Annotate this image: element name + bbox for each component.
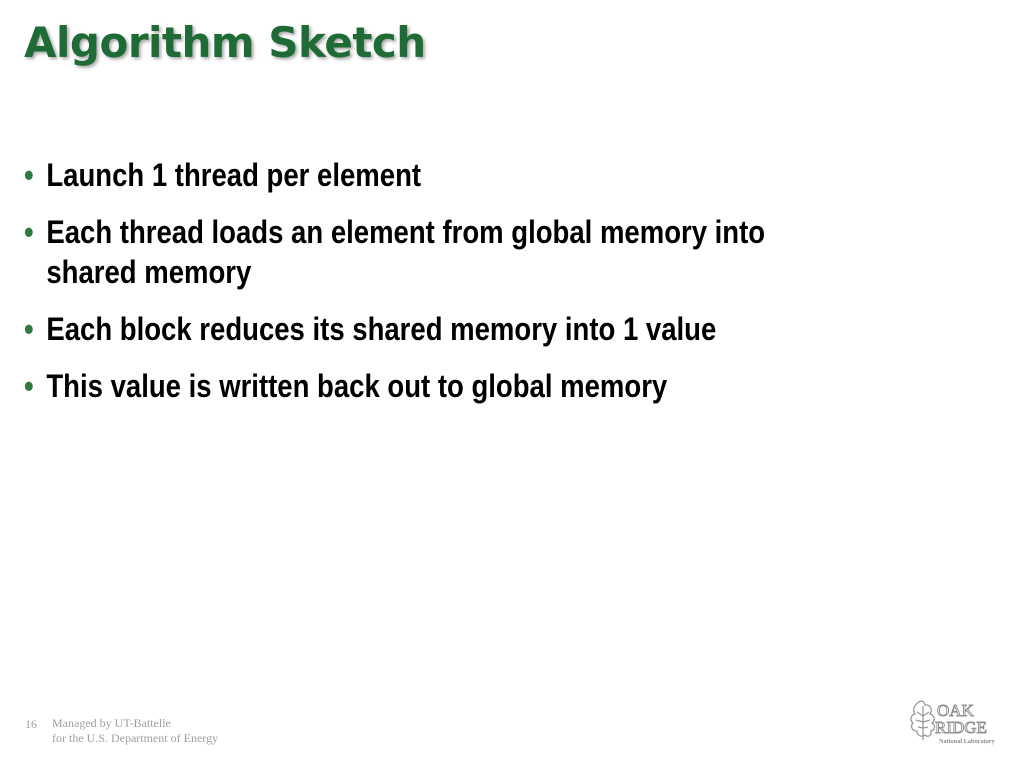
bullet-item — [24, 212, 941, 292]
logo-word-oak: OAK — [937, 701, 974, 720]
bullet-item — [24, 309, 941, 349]
bullet-text: This value is written back out to global memory — [46, 368, 668, 404]
bullet-icon: • — [24, 368, 34, 404]
bullet-icon: • — [24, 214, 34, 250]
page-number: 16 — [25, 717, 37, 731]
bullet-text: Each block reduces its shared memory into 1 value — [46, 311, 717, 347]
bullet-text: Launch 1 thread per element — [46, 157, 422, 193]
footer-credit — [52, 716, 218, 746]
bullet-item — [24, 155, 941, 195]
bullet-icon: • — [24, 311, 34, 347]
ornl-logo — [905, 696, 1005, 748]
oak-leaf-icon — [911, 701, 935, 740]
bullet-list — [24, 155, 924, 423]
bullet-item — [24, 366, 941, 406]
bullet-text: Each thread loads an element from global memory into shared memory — [46, 214, 766, 290]
footer-line-1: Managed by UT-Battelle — [52, 716, 171, 730]
bullet-icon: • — [24, 157, 34, 193]
footer-line-2: for the U.S. Department of Energy — [52, 731, 219, 745]
logo-subtitle: National Laboratory — [939, 738, 995, 745]
logo-word-ridge: RIDGE — [935, 718, 987, 737]
slide-title: Algorithm Sketch — [24, 18, 426, 67]
